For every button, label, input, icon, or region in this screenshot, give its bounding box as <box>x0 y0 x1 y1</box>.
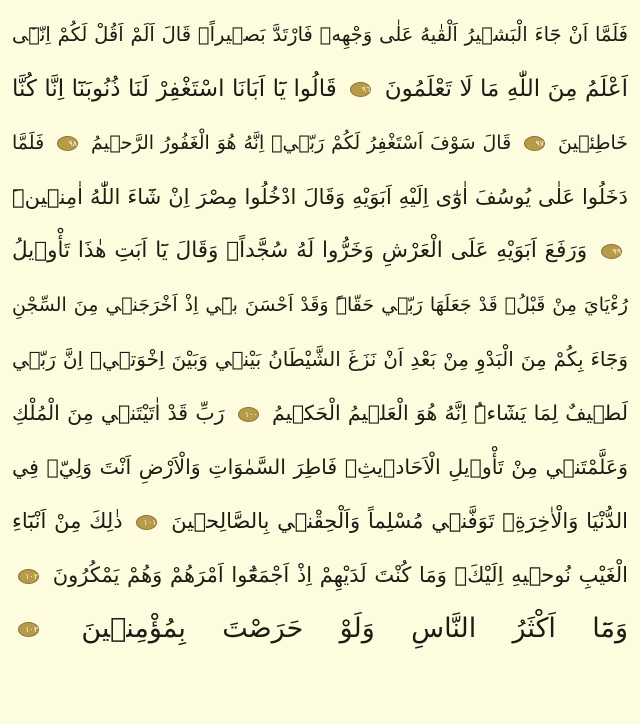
text-line <box>12 62 628 116</box>
verse-text: فَلَمَّا <box>12 132 45 154</box>
ayah-number-marker: ٩٨ <box>57 136 78 151</box>
verse-text: الْغَيْبِ نُوح۪يهِ اِلَيْكَۚ وَمَا كُنْتَ لَدَيْهِمْ اِذْ اَجْمَعُٓوا اَمْرَهُمْ وَهُمْ يَمْكُرُونَ <box>52 563 628 587</box>
verse-text: قَالَ سَوْفَ اَسْتَغْفِرُ لَكُمْ رَبّ۪يۜ اِنَّهُ هُوَ الْغَفُورُ الرَّح۪يمُ <box>91 132 512 154</box>
text-line <box>12 332 628 386</box>
verse-text: وَجَٓاءَ بِكُمْ مِنَ الْبَدْوِ مِنْ بَعْدِ اَنْ نَزَغَ الشَّيْطَانُ بَيْن۪ي وَبَيْنَ اِخْوَت۪يۜ اِنَّ رَبّ۪ي <box>12 347 628 371</box>
verse-text: وَرَفَعَ اَبَوَيْهِ عَلَى الْعَرْشِ وَخَرُّوا لَهُ سُجَّداًۚ وَقَالَ يَٓا اَبَتِ هٰذَا تَأْو۪يلُ <box>12 238 588 263</box>
verse-text: خَاطِئ۪ينَ <box>558 132 628 154</box>
verse-text: دَخَلُوا عَلٰى يُوسُفَ اٰوٰٓى اِلَيْهِ اَبَوَيْهِ وَقَالَ ادْخُلُوا مِصْرَ اِنْ شَٓاءَ اللّٰهُ اٰمِن۪ينَۜ <box>12 185 628 209</box>
ayah-number-marker: ١٠١ <box>136 515 157 530</box>
verse-text: رَبِّ قَدْ اٰتَيْتَن۪ي مِنَ الْمُلْكِ <box>12 401 225 425</box>
verse-text: رُءْيَايَ مِنْ قَبْلُۘ قَدْ جَعَلَهَا رَبّ۪ي حَقّاًۜ وَقَدْ اَحْسَنَ ب۪ٓي اِذْ اَخْرَجَن۪ي مِنَ السِّجْنِ <box>12 294 628 316</box>
ayah-number-marker: ٩٦ <box>350 82 371 97</box>
text-line <box>12 170 628 224</box>
text-line <box>12 278 628 332</box>
text-line <box>12 602 628 656</box>
ayah-number-marker: ٩٩ <box>601 244 622 259</box>
verse-text: لَط۪يفٌ لِمَا يَشَٓاءُۜ اِنَّهُ هُوَ الْعَل۪يمُ الْحَك۪يمُ <box>272 401 628 425</box>
verse-text: وَعَلَّمْتَن۪ي مِنْ تَأْو۪يلِ الْاَحَاد۪يثِۚ فَاطِرَ السَّمٰوَاتِ وَالْاَرْضِ اَنْتَ وَلِيّ۪ فِي <box>12 455 628 479</box>
text-line <box>12 224 628 278</box>
ayah-number-marker: ١٠٣ <box>18 622 39 637</box>
verse-text: ذٰلِكَ مِنْ اَنْبَٓاءِ <box>12 509 123 533</box>
text-line <box>12 440 628 494</box>
verse-text: الدُّنْيَا وَالْاٰخِرَةِۚ تَوَفَّن۪ي مُسْلِماً وَاَلْحِقْن۪ي بِالصَّالِح۪ينَ <box>171 509 628 533</box>
verse-text: وَمَٓا اَكْثَرُ النَّاسِ وَلَوْ حَرَصْتَ بِمُؤْمِن۪ينَ <box>81 613 628 644</box>
text-line <box>12 386 628 440</box>
verse-text: قَالُوا يَٓا اَبَانَا اسْتَغْفِرْ لَنَا ذُنُوبَنَٓا اِنَّا كُنَّا <box>12 76 337 102</box>
ayah-number-marker: ٩٧ <box>524 136 545 151</box>
ayah-number-marker: ١٠٢ <box>18 569 39 584</box>
verse-text: اَعْلَمُ مِنَ اللّٰهِ مَا لَا تَعْلَمُونَ <box>384 76 628 102</box>
text-line <box>12 548 628 602</box>
text-line <box>12 8 628 62</box>
ayah-number-marker: ١٠٠ <box>238 407 259 422</box>
verse-text: فَلَمَّا اَنْ جَٓاءَ الْبَش۪يرُ اَلْقٰيهُ عَلٰى وَجْهِه۪ فَارْتَدَّ بَص۪يراًۚ قَالَ اَلَمْ اَقُلْ لَكُمْ اِنّ۪ٓى <box>12 23 628 46</box>
text-line <box>12 494 628 548</box>
text-line <box>12 116 628 170</box>
